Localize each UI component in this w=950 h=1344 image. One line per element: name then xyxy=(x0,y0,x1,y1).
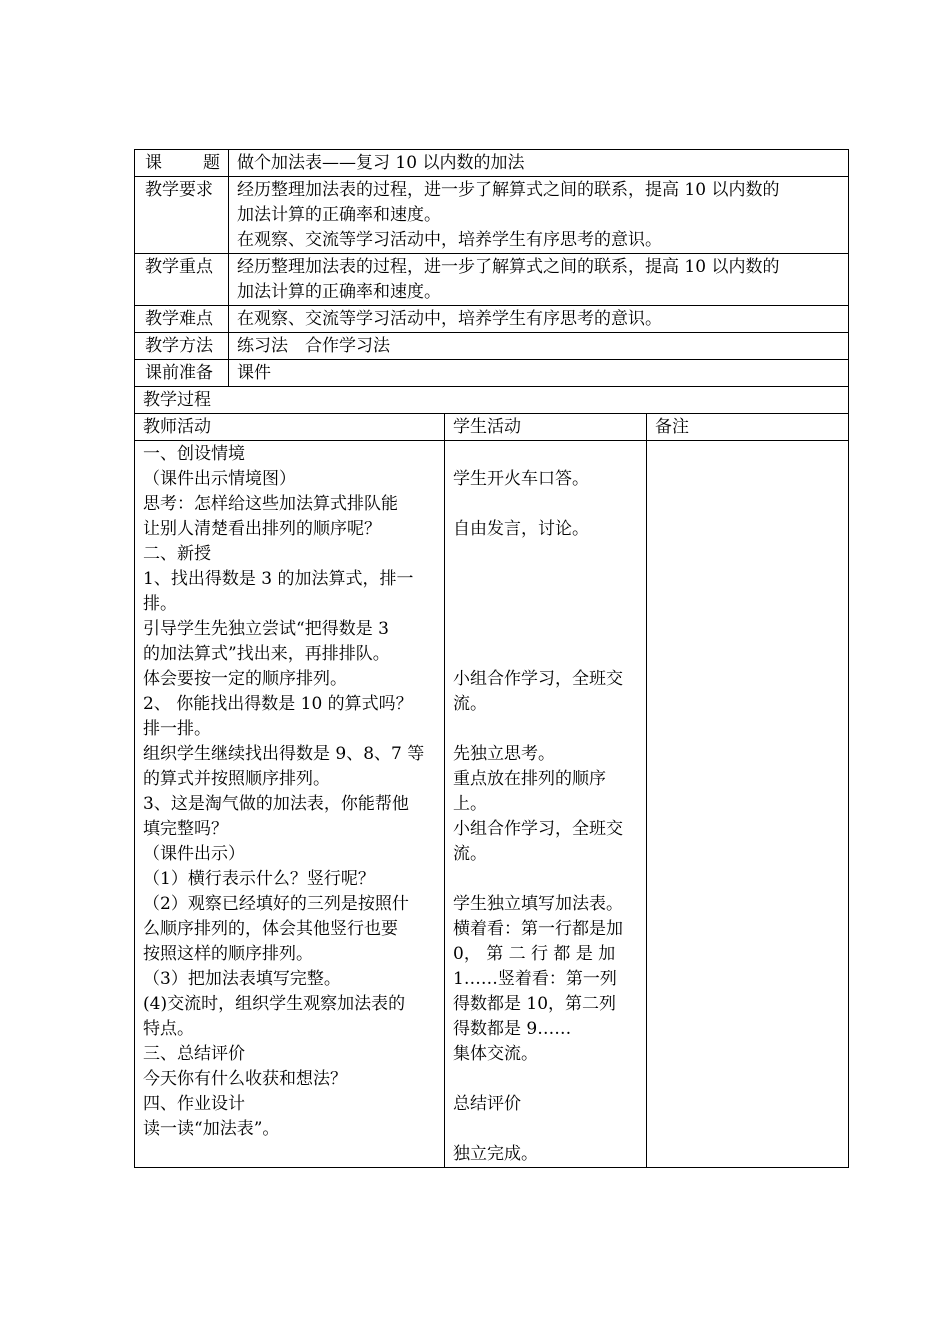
teacher-activity-line: 今天你有什么收获和想法？ xyxy=(143,1069,347,1089)
teacher-activity-line: （课件出示情境图） xyxy=(143,469,296,489)
teacher-activity-line: 读一读“加法表”。 xyxy=(143,1119,280,1139)
row-key xyxy=(135,254,849,306)
student-activity-line: 学生开火车口答。 xyxy=(453,469,589,489)
difficulty-value: 在观察、交流等学习活动中，培养学生有序思考的意识。 xyxy=(229,306,849,333)
teacher-activity-line: 的加法算式”找出来，再排排队。 xyxy=(143,644,390,664)
row-method xyxy=(135,333,849,360)
note-column-header: 备注 xyxy=(647,414,849,441)
key-line: 经历整理加法表的过程，进一步了解算式之间的联系，提高 10 以内数的 xyxy=(237,257,780,277)
row-process-headers xyxy=(135,414,849,441)
teacher-activity-line: （1）横行表示什么？竖行呢？ xyxy=(143,869,375,889)
prep-value: 课件 xyxy=(229,360,849,387)
teacher-activity-line: 特点。 xyxy=(143,1019,194,1039)
student-activity-line: 自由发言，讨论。 xyxy=(453,519,589,539)
key-label: 教学重点 xyxy=(135,254,229,306)
student-activity-line: 小组合作学习，全班交 xyxy=(453,669,623,689)
teacher-activity-list xyxy=(143,442,436,1142)
teacher-activity-line: 填完整吗？ xyxy=(143,819,228,839)
process-title: 教学过程 xyxy=(135,387,849,414)
teacher-activity-line: 排一排。 xyxy=(143,719,211,739)
teacher-activity-line: (4)交流时，组织学生观察加法表的 xyxy=(143,994,406,1014)
student-activity-line: 得数都是 9…… xyxy=(453,1019,572,1039)
student-activity-line xyxy=(453,492,638,517)
teacher-activity-line: 体会要按一定的顺序排列。 xyxy=(143,669,347,689)
teacher-activity-line: 排。 xyxy=(143,594,177,614)
student-activity-line xyxy=(453,442,638,467)
key-value xyxy=(229,254,849,306)
teacher-activity-line: 二、新授 xyxy=(143,544,211,564)
topic-value: 做个加法表——复习 10 以内数的加法 xyxy=(229,150,849,177)
student-activity-line xyxy=(453,592,638,617)
student-activity-line xyxy=(453,567,638,592)
row-goals xyxy=(135,177,849,254)
student-activity-line xyxy=(453,542,638,567)
student-activity-line: 总结评价 xyxy=(453,1094,521,1114)
teacher-activity-line: （2）观察已经填好的三列是按照什 xyxy=(143,894,409,914)
topic-label xyxy=(135,150,229,177)
goals-label: 教学要求 xyxy=(135,177,229,254)
row-process-title xyxy=(135,387,849,414)
goals-value xyxy=(229,177,849,254)
student-activity-line: 流。 xyxy=(453,694,487,714)
student-activity-line: 得数都是 10，第二列 xyxy=(453,994,617,1014)
teacher-activity-line: 让别人清楚看出排列的顺序呢？ xyxy=(143,519,381,539)
row-prep xyxy=(135,360,849,387)
teacher-activity-line: 的算式并按照顺序排列。 xyxy=(143,769,330,789)
method-label: 教学方法 xyxy=(135,333,229,360)
student-activity-line: 1……竖着看：第一列 xyxy=(453,969,617,989)
student-activity-line xyxy=(453,717,638,742)
teacher-activity-line: 一、创设情境 xyxy=(143,444,245,464)
student-column-header: 学生活动 xyxy=(445,414,647,441)
goals-line: 在观察、交流等学习活动中，培养学生有序思考的意识。 xyxy=(237,230,662,250)
row-process-body xyxy=(135,441,849,1168)
teacher-activity-line: 么顺序排列的，体会其他竖行也要 xyxy=(143,919,398,939)
note-cell xyxy=(647,441,849,1168)
goals-line: 经历整理加法表的过程，进一步了解算式之间的联系，提高 10 以内数的 xyxy=(237,180,780,200)
lesson-plan-table xyxy=(134,149,849,1168)
teacher-activity-line: 三、总结评价 xyxy=(143,1044,245,1064)
teacher-activity-line: 思考：怎样给这些加法算式排队能 xyxy=(143,494,398,514)
method-value: 练习法 合作学习法 xyxy=(229,333,849,360)
student-activity-list xyxy=(453,442,638,1167)
student-activity-line: 0， 第 二 行 都 是 加 xyxy=(453,944,616,964)
student-activity-line xyxy=(453,617,638,642)
student-activity-line xyxy=(453,1067,638,1092)
row-difficulty xyxy=(135,306,849,333)
prep-label: 课前准备 xyxy=(135,360,229,387)
topic-label-b: 题 xyxy=(203,153,220,173)
student-activity-line: 集体交流。 xyxy=(453,1044,538,1064)
student-activity-line: 学生独立填写加法表。 xyxy=(453,894,623,914)
student-activity-cell xyxy=(445,441,647,1168)
teacher-activity-line: （3）把加法表填写完整。 xyxy=(143,969,341,989)
teacher-activity-line: 引导学生先独立尝试“把得数是 3 xyxy=(143,619,389,639)
student-activity-line xyxy=(453,1117,638,1142)
student-activity-line: 先独立思考。 xyxy=(453,744,555,764)
student-activity-line xyxy=(453,867,638,892)
difficulty-label: 教学难点 xyxy=(135,306,229,333)
teacher-activity-line: 组织学生继续找出得数是 9、8、7 等 xyxy=(143,744,425,764)
teacher-column-header: 教师活动 xyxy=(135,414,445,441)
student-activity-line: 独立完成。 xyxy=(453,1144,538,1164)
goals-line: 加法计算的正确率和速度。 xyxy=(237,205,441,225)
row-topic xyxy=(135,150,849,177)
student-activity-line: 重点放在排列的顺序 xyxy=(453,769,606,789)
teacher-activity-line: 2、 你能找出得数是 10 的算式吗？ xyxy=(143,694,413,714)
teacher-activity-line: 1、找出得数是 3 的加法算式，排一 xyxy=(143,569,414,589)
student-activity-line: 上。 xyxy=(453,794,487,814)
teacher-activity-line: 四、作业设计 xyxy=(143,1094,245,1114)
teacher-activity-line: 3、这是淘气做的加法表，你能帮他 xyxy=(143,794,409,814)
teacher-activity-cell xyxy=(135,441,445,1168)
key-line: 加法计算的正确率和速度。 xyxy=(237,282,441,302)
topic-label-a: 课 xyxy=(145,153,162,173)
teacher-activity-line: （课件出示） xyxy=(143,844,245,864)
student-activity-line: 横着看：第一行都是加 xyxy=(453,919,623,939)
student-activity-line xyxy=(453,642,638,667)
student-activity-line: 流。 xyxy=(453,844,487,864)
teacher-activity-line: 按照这样的顺序排列。 xyxy=(143,944,313,964)
student-activity-line: 小组合作学习，全班交 xyxy=(453,819,623,839)
